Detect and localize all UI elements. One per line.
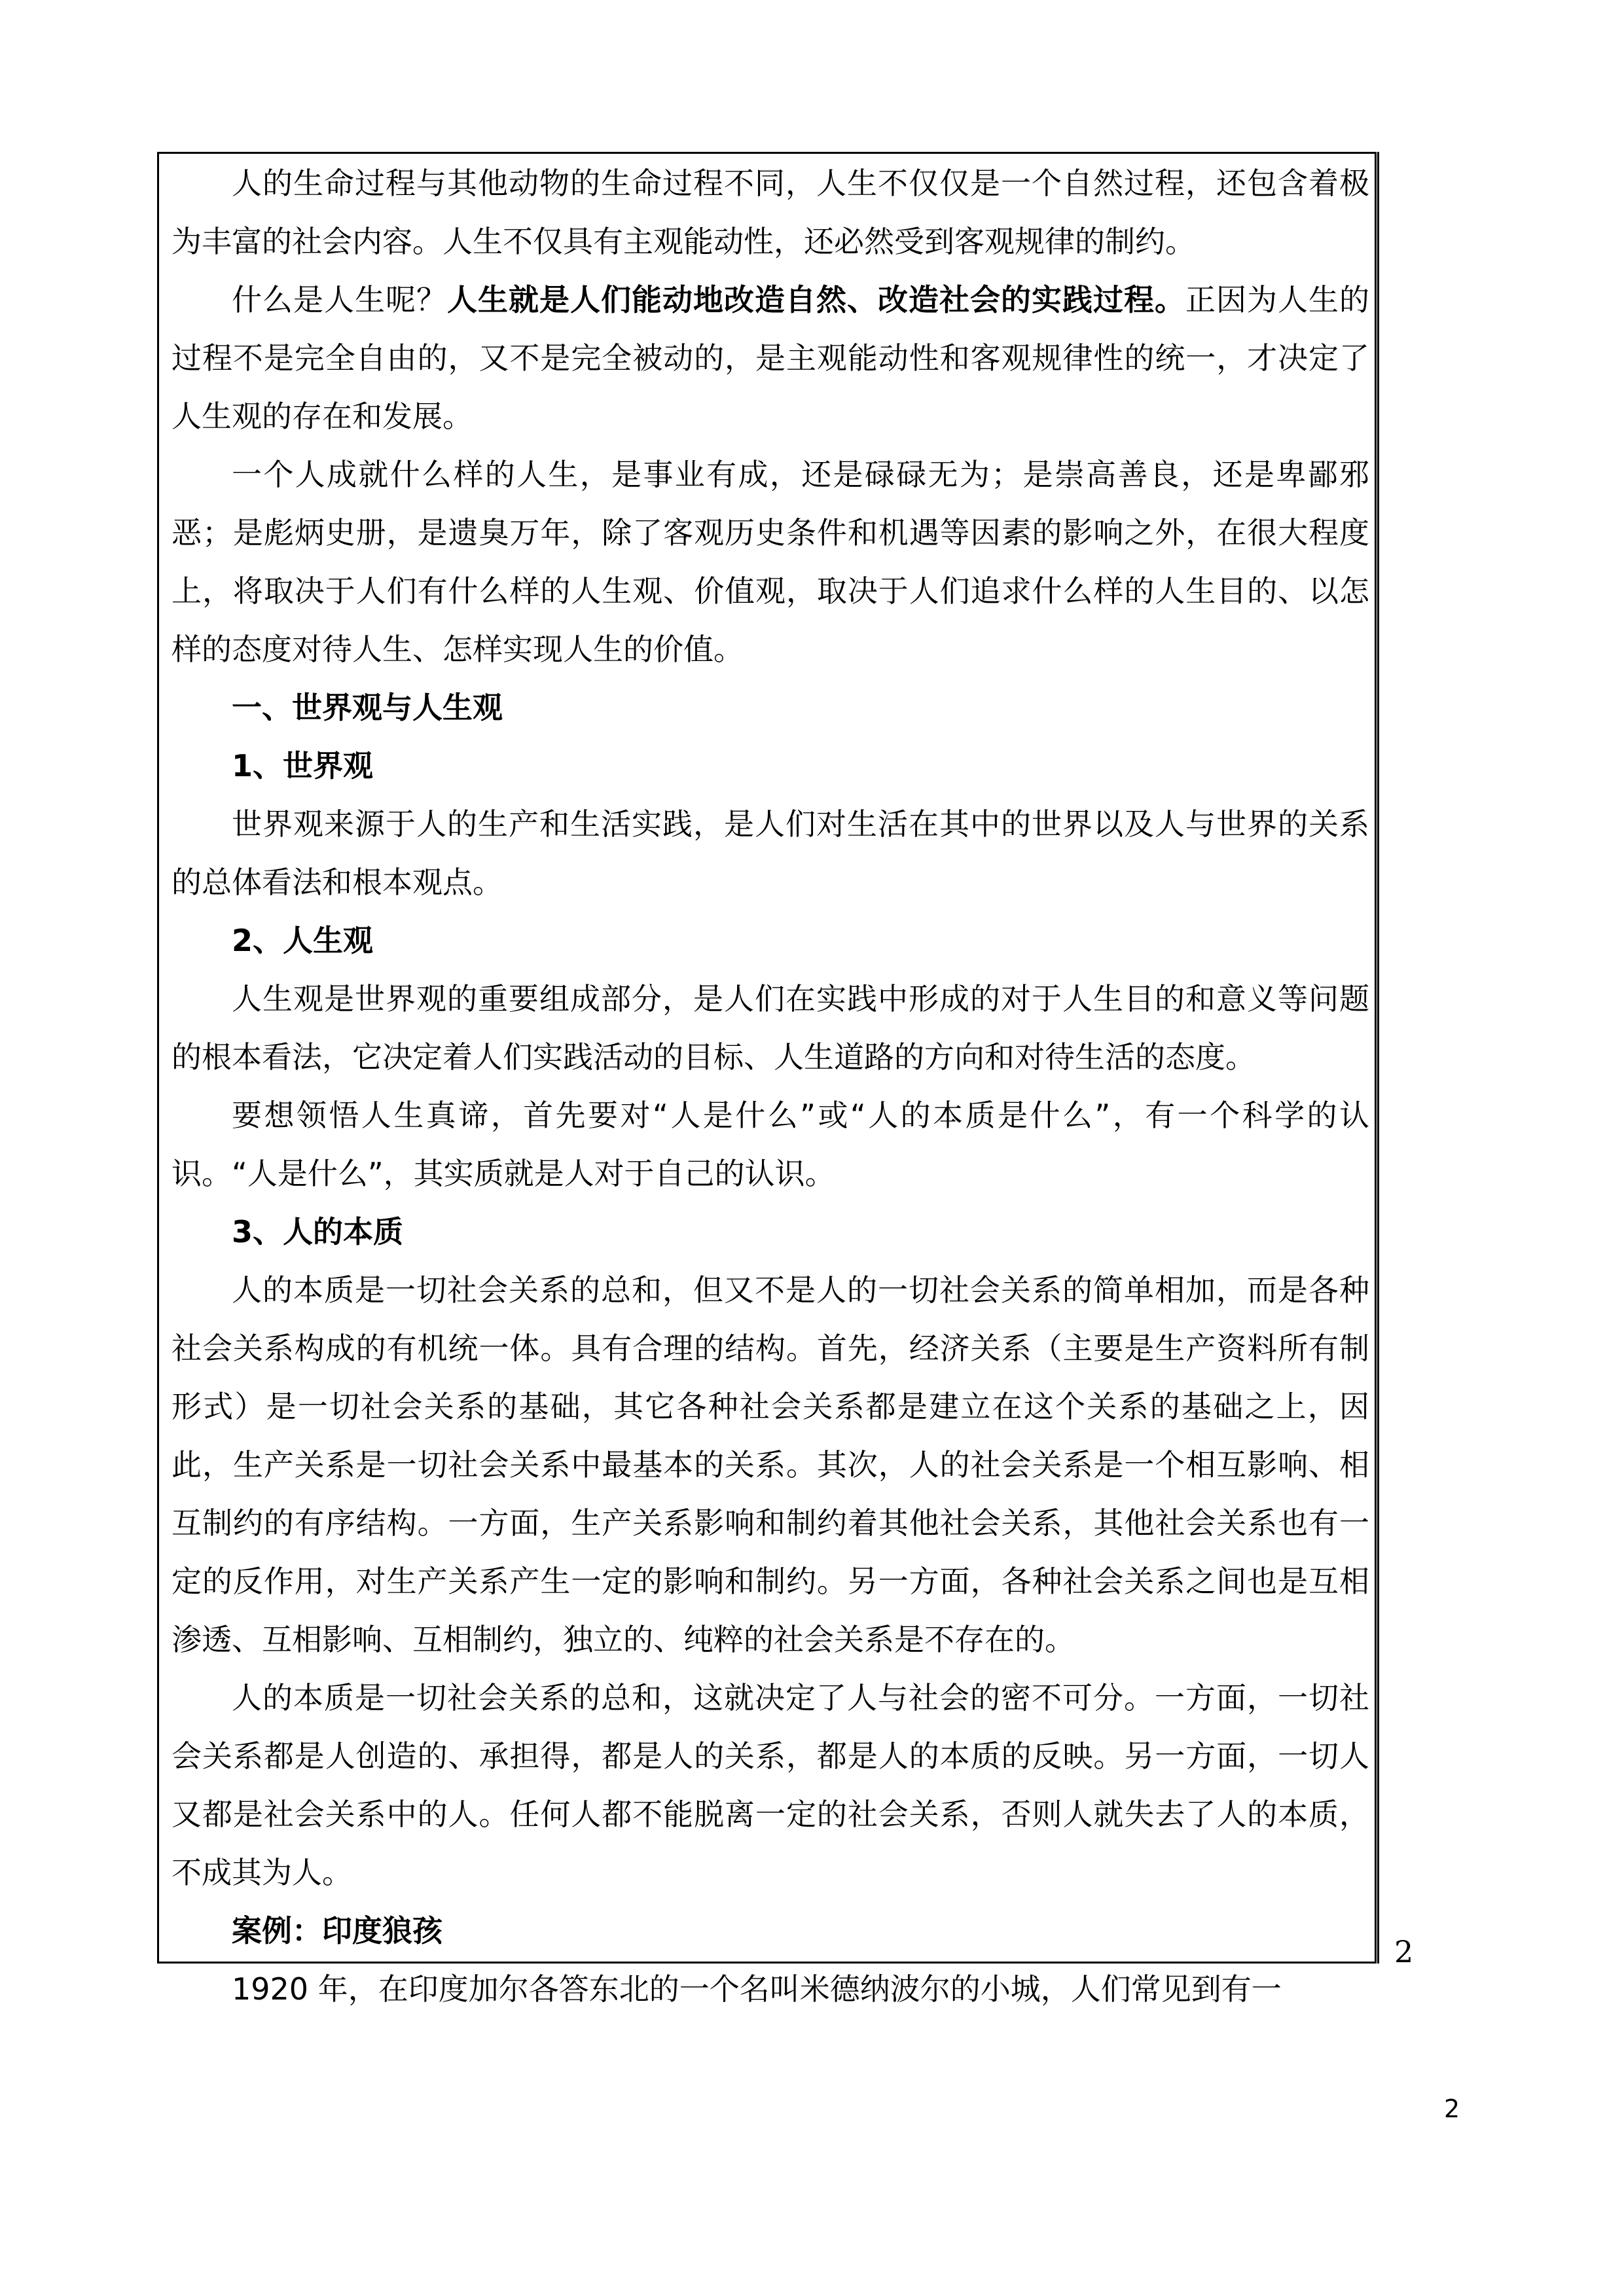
definition-bold: 人生就是人们能动地改造自然、改造社会的实践过程。: [447, 282, 1185, 317]
paragraph: 人的本质是一切社会关系的总和，这就决定了人与社会的密不可分。一方面，一切社会关系都是人创造的、承担得，都是人的关系，都是人的本质的反映。另一方面，一切人又都是社会关系中的人。任何人都不能脱离一定的社会关系，否则人就失去了人的本质，不成其为人。: [171, 1680, 1369, 1890]
paragraph: 人生观是世界观的重要组成部分，是人们在实践中形成的对于人生目的和意义等问题的根本看法，它决定着人们实践活动的目标、人生道路的方向和对待生活的态度。: [171, 981, 1369, 1075]
side-column-number: 2: [1394, 1934, 1414, 1969]
paragraph-text: 什么是人生呢？: [232, 282, 447, 317]
paragraph: 1920 年，在印度加尔各答东北的一个名叫米德纳波尔的小城，人们常见到有一: [232, 1971, 1282, 2007]
paragraph-text: 正因为人生的过程不是完全自由的，又不是完全被动的，是主观能动性和客观规律性的统一，才决定了人生观的存在和发展。: [171, 282, 1369, 434]
subsection-heading: 1、世界观: [232, 748, 374, 783]
paragraph: 世界观来源于人的生产和生活实践，是人们对生活在其中的世界以及人与世界的关系的总体看法和根本观点。: [171, 806, 1369, 900]
paragraph: 人的生命过程与其他动物的生命过程不同，人生不仅仅是一个自然过程，还包含着极为丰富的社会内容。人生不仅具有主观能动性，还必然受到客观规律的制约。: [171, 166, 1369, 259]
lesson-content: [171, 154, 1369, 2018]
paragraph: 一个人成就什么样的人生，是事业有成，还是碌碌无为；是崇高善良，还是卑鄙邪恶；是彪炳史册，是遗臭万年，除了客观历史条件和机遇等因素的影响之外，在很大程度上，将取决于人们有什么样的人生观、价值观，取决于人们追求什么样的人生目的、以怎样的态度对待人生、怎样实现人生的价值。: [171, 457, 1369, 667]
page-number: 2: [1444, 2094, 1460, 2123]
subsection-heading: 3、人的本质: [232, 1214, 404, 1249]
section-heading: 一、世界观与人生观: [232, 690, 503, 725]
column-divider: [1377, 152, 1379, 1964]
paragraph: [171, 271, 1369, 446]
paragraph: 要想领悟人生真谛，首先要对“人是什么”或“人的本质是什么”，有一个科学的认识。“人是什么”，其实质就是人对于自己的认识。: [171, 1098, 1369, 1191]
case-heading: 案例：印度狼孩: [232, 1913, 442, 1948]
subsection-heading: 2、人生观: [232, 923, 374, 958]
paragraph: 人的本质是一切社会关系的总和，但又不是人的一切社会关系的简单相加，而是各种社会关系构成的有机统一体。具有合理的结构。首先，经济关系（主要是生产资料所有制形式）是一切社会关系的基础，其它各种社会关系都是建立在这个关系的基础之上，因此，生产关系是一切社会关系中最基本的关系。其次，人的社会关系是一个相互影响、相互制约的有序结构。一方面，生产关系影响和制约着其他社会关系，其他社会关系也有一定的反作用，对生产关系产生一定的影响和制约。另一方面，各种社会关系之间也是互相渗透、互相影响、互相制约，独立的、纯粹的社会关系是不存在的。: [171, 1272, 1369, 1657]
